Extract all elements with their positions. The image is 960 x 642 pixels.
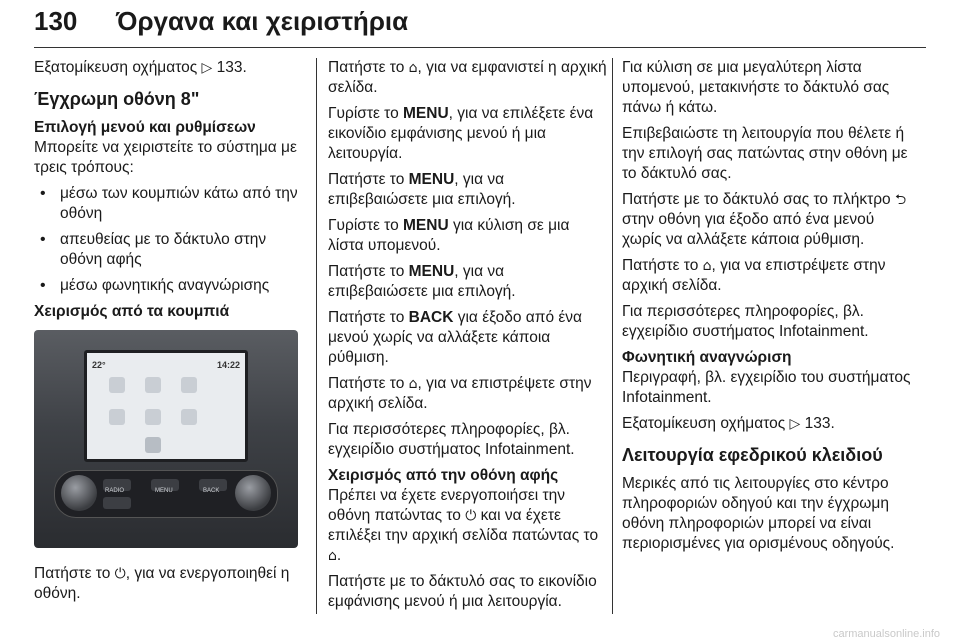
paragraph: Πατήστε το MENU, για να επιβεβαιώσετε μια επιλογή. (328, 263, 516, 300)
paragraph: Πατήστε με το δάκτυλό σας το πλήκτρο ⮌ στην οθόνη για έξοδο από ένα μενού χωρίς να αλλάξετε κάποια ρύθμιση. (622, 191, 907, 248)
paragraph: Μερικές από τις λειτουργίες στο κέντρο πληροφοριών οδηγού και την έγχρωμη οθόνη πληροφοριών μπορεί να είναι περιορισμένες για ορισμένους οδηγούς. (622, 475, 895, 552)
home-icon: ⌂ (408, 376, 418, 392)
panel-label: MENU (155, 488, 173, 494)
paragraph: Πατήστε με το δάκτυλό σας το εικονίδιο εμφάνισης μενού ή μια λειτουργία. (328, 573, 597, 610)
paragraph: Επιβεβαιώστε τη λειτουργία που θέλετε ή την επιλογή σας πατώντας στην οθόνη με το δάκτυλό σας. (622, 125, 908, 182)
paragraph: Πατήστε το MENU, για να επιβεβαιώσετε μια επιλογή. (328, 171, 516, 208)
page-title: Όργανα και χειριστήρια (116, 6, 409, 36)
control-panel (54, 470, 278, 518)
volume-knob (61, 475, 97, 511)
header-rule (34, 47, 926, 48)
menu-icon (181, 377, 197, 393)
cross-reference[interactable]: Εξατομίκευση οχήματος ▷ 133. (622, 415, 835, 432)
paragraph: Πατήστε το BACK για έξοδο από ένα μενού χωρίς να αλλάξετε κάποια ρύθμιση. (328, 309, 583, 366)
menu-icon (145, 409, 161, 425)
touchscreen-display (84, 350, 248, 462)
home-icon: ⌂ (702, 258, 712, 274)
list-item: • μέσω των κουμπιών κάτω από την οθόνη (34, 184, 306, 224)
cross-reference[interactable]: Εξατομίκευση οχήματος ▷ 133. (34, 59, 247, 76)
page-number: 130 (34, 6, 78, 36)
list-item: • μέσω φωνητικής αναγνώρισης (34, 276, 306, 296)
panel-label: BACK (203, 488, 220, 494)
arrow-ref-icon: ▷ (789, 416, 801, 432)
paragraph: Πατήστε το ⌂, για να επιστρέψετε στην αρχική σελίδα. (622, 257, 886, 294)
subsection-heading: Χειρισμός από την οθόνη αφής (328, 467, 559, 484)
section-heading: Λειτουργία εφεδρικού κλειδιού (622, 445, 883, 465)
menu-icon (145, 437, 161, 453)
watermark: carmanualsonline.info (832, 628, 940, 640)
power-icon: ⏻ (465, 508, 477, 524)
arrow-ref-icon: ▷ (201, 60, 213, 76)
subsection-heading: Χειρισμός από τα κουμπιά (34, 303, 230, 320)
menu-icon (109, 409, 125, 425)
bullet-list (34, 184, 306, 296)
list-item: • απευθείας με το δάκτυλο στην οθόνη αφής (34, 230, 306, 270)
panel-label: RADIO (105, 488, 125, 494)
paragraph: Πατήστε το ⌂, για να εμφανιστεί η αρχική σελίδα. (328, 59, 607, 96)
paragraph: Μπορείτε να χειριστείτε το σύστημα με τρεις τρόπους: (34, 139, 297, 176)
screen-temperature: 22° (92, 360, 106, 370)
paragraph: Για περισσότερες πληροφορίες, βλ. εγχειρίδιο συστήματος Infotainment. (622, 303, 869, 340)
subsection-heading: Επιλογή μενού και ρυθμίσεων (34, 119, 256, 136)
paragraph: Γυρίστε το MENU για κύλιση σε μια λίστα υπομενού. (328, 217, 570, 254)
section-heading: Έγχρωμη οθόνη 8" (34, 89, 200, 109)
menu-knob (235, 475, 271, 511)
paragraph: Γυρίστε το MENU, για να επιλέξετε ένα εικονίδιο εμφάνισης μενού ή μια λειτουργία. (328, 105, 594, 162)
subsection-heading: Φωνητική αναγνώριση (622, 349, 792, 366)
menu-icon (181, 409, 197, 425)
screen-clock: 14:22 (216, 360, 240, 370)
paragraph: Πατήστε το ⌂, για να επιστρέψετε στην αρχική σελίδα. (328, 375, 592, 412)
paragraph: Πατήστε το ⏻, για να ενεργοποιηθεί η οθόνη. (34, 565, 290, 602)
column-divider (612, 58, 613, 614)
paragraph: Περιγραφή, βλ. εγχειρίδιο του συστήματος Infotainment. (622, 369, 911, 406)
back-arrow-icon: ⮌ (894, 192, 907, 208)
paragraph: Για περισσότερες πληροφορίες, βλ. εγχειρίδιο συστήματος Infotainment. (328, 421, 575, 458)
column-3 (622, 58, 912, 560)
infotainment-photo (34, 330, 298, 548)
paragraph: Πρέπει να έχετε ενεργοποιήσει την οθόνη πατώντας το ⏻ και να έχετε επιλέξει την αρχική σελίδα πατώντας το ⌂. (328, 487, 599, 564)
power-icon: ⏻ (114, 566, 126, 582)
column-divider (316, 58, 317, 614)
column-1 (34, 58, 306, 610)
menu-icon (145, 377, 161, 393)
column-2 (328, 58, 608, 618)
menu-icon (109, 377, 125, 393)
home-icon: ⌂ (328, 548, 337, 564)
page-header (34, 6, 926, 46)
home-icon: ⌂ (408, 60, 418, 76)
paragraph: Για κύλιση σε μια μεγαλύτερη λίστα υπομενού, μετακινήστε το δάκτυλό σας πάνω ή κάτω. (622, 59, 890, 116)
